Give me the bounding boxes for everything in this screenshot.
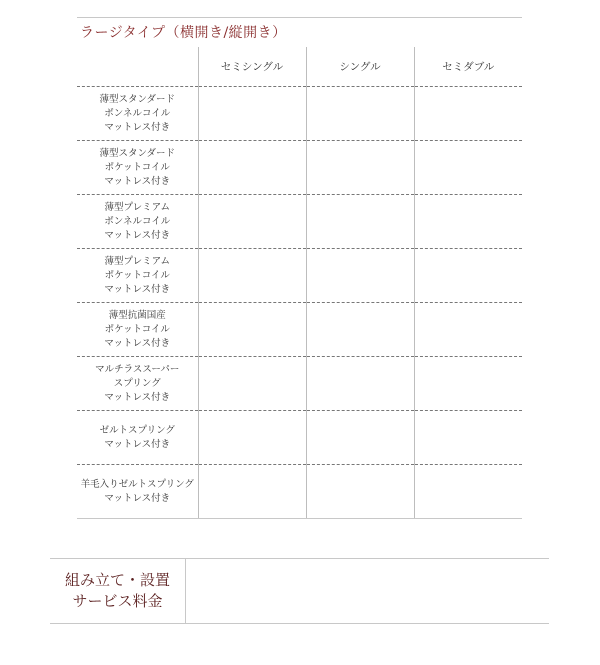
table-row (77, 357, 522, 411)
price-cell (306, 303, 414, 357)
column-header: セミシングル (198, 47, 306, 87)
price-cell (414, 357, 522, 411)
row-label: ゼルトスプリング マットレス付き (77, 411, 198, 465)
assembly-service-label: 組み立て・設置 サービス料金 (50, 559, 186, 623)
table-row (77, 303, 522, 357)
price-cell (306, 195, 414, 249)
price-cell (198, 411, 306, 465)
price-cell (306, 357, 414, 411)
price-cell (306, 411, 414, 465)
price-cell (306, 87, 414, 141)
price-cell (198, 195, 306, 249)
title-top-rule (77, 17, 522, 18)
table-row (77, 141, 522, 195)
table-row (77, 195, 522, 249)
price-cell (306, 141, 414, 195)
price-cell (198, 357, 306, 411)
table-header-row (77, 47, 522, 87)
price-cell (198, 141, 306, 195)
price-cell (414, 411, 522, 465)
row-label: 薄型スタンダード ボンネルコイル マットレス付き (77, 87, 198, 141)
table-row (77, 465, 522, 519)
row-label: 羊毛入りゼルトスプリング マットレス付き (77, 465, 198, 519)
table-row (77, 411, 522, 465)
assembly-service-box (50, 558, 549, 624)
row-label: マルチラススーパー スプリング マットレス付き (77, 357, 198, 411)
price-cell (306, 465, 414, 519)
price-cell (414, 141, 522, 195)
price-table (77, 47, 522, 519)
corner-cell (77, 47, 198, 87)
row-label: 薄型スタンダード ポケットコイル マットレス付き (77, 141, 198, 195)
table-row (77, 249, 522, 303)
assembly-service-price (186, 559, 549, 623)
price-cell (306, 249, 414, 303)
column-header: セミダブル (414, 47, 522, 87)
price-cell (198, 249, 306, 303)
price-cell (198, 303, 306, 357)
row-label: 薄型抗菌国産 ポケットコイル マットレス付き (77, 303, 198, 357)
price-cell (198, 87, 306, 141)
section-title: ラージタイプ（横開き/縦開き） (80, 25, 287, 41)
column-header: シングル (306, 47, 414, 87)
row-label: 薄型プレミアム ボンネルコイル マットレス付き (77, 195, 198, 249)
price-cell (414, 87, 522, 141)
price-cell (414, 465, 522, 519)
price-cell (198, 465, 306, 519)
table-row (77, 87, 522, 141)
price-cell (414, 303, 522, 357)
row-label: 薄型プレミアム ポケットコイル マットレス付き (77, 249, 198, 303)
price-cell (414, 195, 522, 249)
price-cell (414, 249, 522, 303)
